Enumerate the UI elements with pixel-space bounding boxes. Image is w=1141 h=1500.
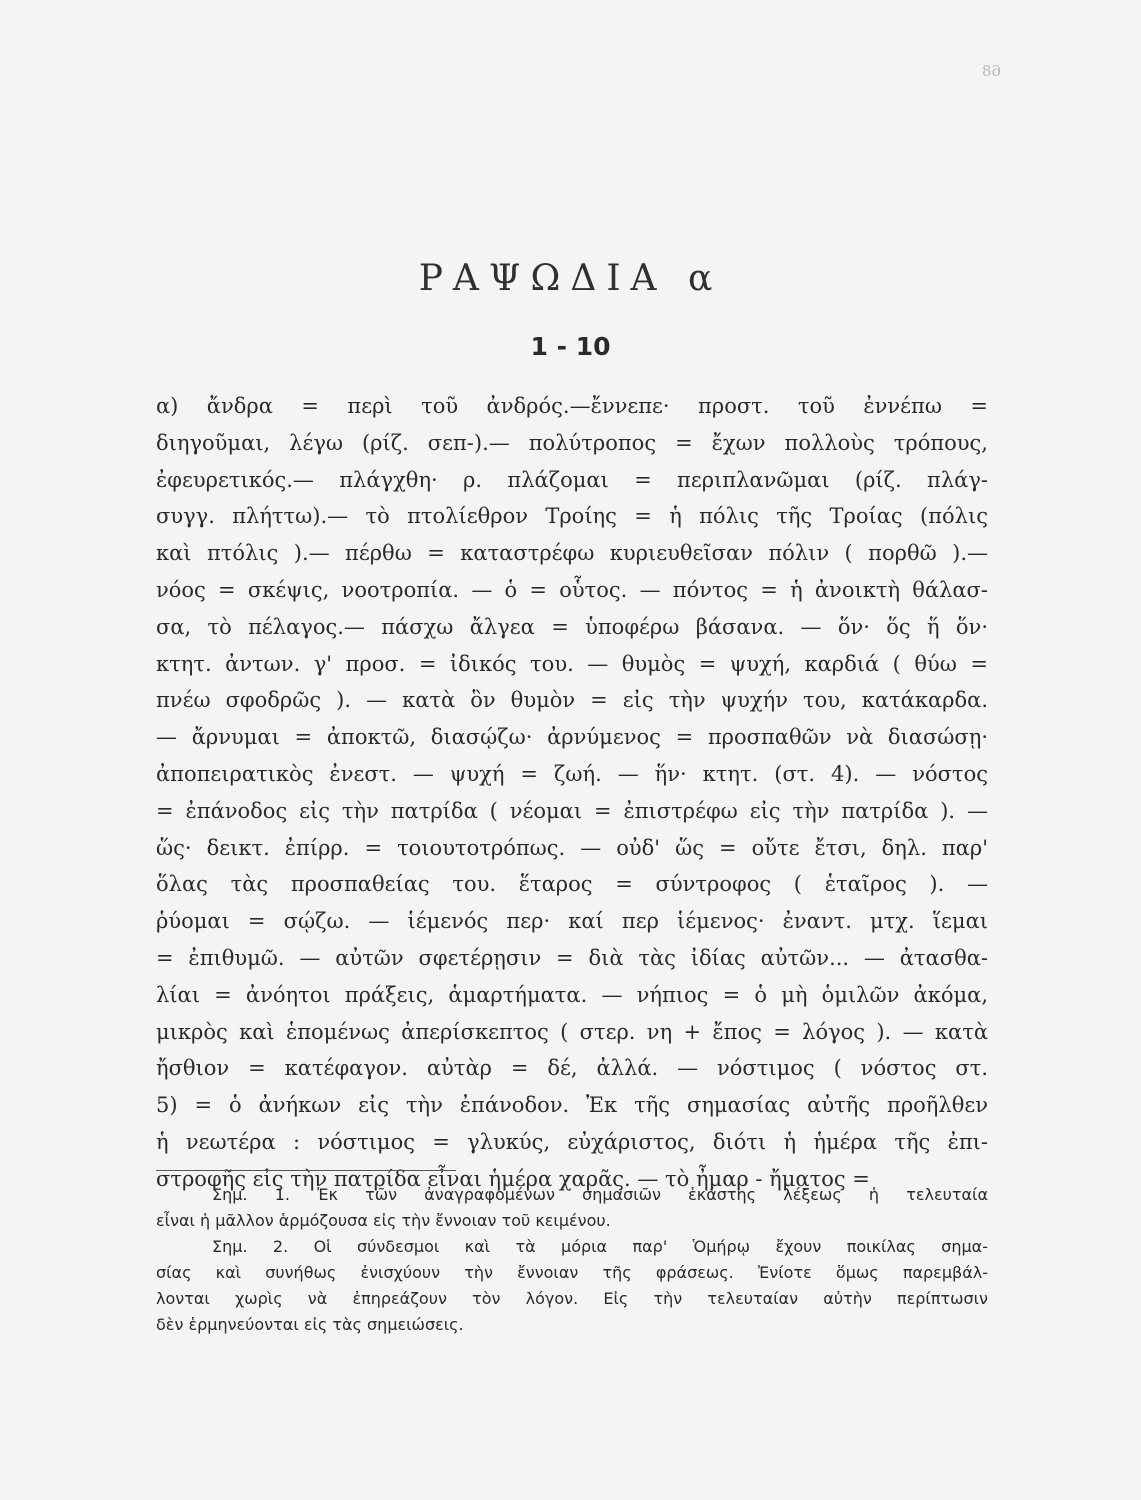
text-line: λίαι = ἀνόητοι πράξεις, ἁμαρτήματα. — νήπιος = ὁ μὴ ὁμιλῶν ἀκόμα, [156,982,988,1007]
footnote-line: Σημ. 2. Οἱ σύνδεσμοι καὶ τὰ μόρια παρ' Ὁμήρῳ ἔχουν ποικίλας σημα- [212,1237,988,1256]
page-number: 68 [981,62,1001,80]
text-line: σα, τὸ πέλαγος.— πάσχω ἄλγεα = ὑποφέρω βάσανα. — ὅν· ὅς ἥ ὅν· [156,614,988,639]
text-line: 5) = ὁ ἀνήκων εἰς τὴν ἐπάνοδον. Ἐκ τῆς σημασίας αὐτῆς προῆλθεν [156,1093,988,1118]
footnotes [156,1182,988,1338]
footnote-line: εἶναι ἡ μᾶλλον ἁρμόζουσα εἰς τὴν ἔννοιαν τοῦ κειμένου. [156,1211,611,1230]
footnote-2 [156,1234,988,1338]
text-line: ῥύομαι = σῴζω. — ἱέμενός περ· καί περ ἱέμενος· ἐναντ. μτχ. ἵεμαι [156,909,988,934]
text-line: ἡ νεωτέρα : νόστιμος = γλυκύς, εὐχάριστος, διότι ἡ ἡμέρα τῆς ἐπι- [156,1129,988,1154]
footnote-1 [156,1182,988,1234]
text-line: κτητ. ἀντων. γ' προσ. = ἰδικός του. — θυμὸς = ψυχή, καρδιά ( θύω = [156,651,988,676]
text-line: ἤσθιον = κατέφαγον. αὐτὰρ = δέ, ἀλλά. — νόστιμος ( νόστος στ. [156,1056,988,1081]
text-line: στροφῆς εἰς τὴν πατρίδα εἶναι ἡμέρα χαρᾶς. — τὸ ἦμαρ - ἤματος = [156,1166,870,1191]
text-line: α) ἄνδρα = περὶ τοῦ ἀνδρός.—ἔννεπε· προστ. τοῦ ἐννέπω = [156,394,988,418]
text-line: καὶ πτόλις ).— πέρθω = καταστρέφω κυριευθεῖσαν πόλιν ( πορθῶ ).— [156,541,988,566]
text-line: μικρὸς καὶ ἑπομένως ἀπερίσκεπτος ( στερ. νη + ἔπος = λόγος ). — κατὰ [156,1019,988,1044]
text-line: νόος = σκέψις, νοοτροπία. — ὁ = οὗτος. — πόντος = ἡ ἀνοικτὴ θάλασ- [156,577,988,602]
footnote-line: σίας καὶ συνήθως ἐνισχύουν τὴν ἔννοιαν τῆς φράσεως. Ἐνίοτε ὅμως παρεμβάλ- [156,1263,988,1282]
text-line: διηγοῦμαι, λέγω (ρίζ. σεπ-).— πολύτροπος = ἔχων πολλοὺς τρόπους, [156,430,988,455]
text-line: πνέω σφοδρῶς ). — κατὰ ὃν θυμὸν = εἰς τὴν ψυχήν του, κατάκαρδα. [156,688,988,713]
footnote-line: δὲν ἑρμηνεύονται εἰς τὰς σημειώσεις. [156,1315,464,1334]
text-line: ὅλας τὰς προσπαθείας του. ἕταρος = σύντροφος ( ἑταῖρος ). — [156,872,988,897]
commentary-text [156,388,988,1198]
footnote-line: Σημ. 1. Ἐκ τῶν ἀναγραφομένων σημασιῶν ἑκάστης λέξεως ἡ τελευταία [212,1185,988,1204]
text-line: — ἄρνυμαι = ἀποκτῶ, διασῴζω· ἀρνύμενος = προσπαθῶν νὰ διασώσῃ· [156,725,988,750]
footnote-line: λονται χωρὶς νὰ ἐπηρεάζουν τὸν λόγον. Εἰς τὴν τελευταίαν αὐτὴν περίπτωσιν [156,1289,988,1308]
page-title: ΡΑΨΩΔΙΑ α [418,258,723,299]
text-line: ἀποπειρατικὸς ἐνεστ. — ψυχή = ζωή. — ἥν· κτητ. (στ. 4). — νόστος [156,761,988,786]
text-line: ἐφευρετικός.— πλάγχθη· ρ. πλάζομαι = περιπλανῶμαι (ρίζ. πλάγ- [156,467,988,492]
text-line: ὥς· δεικτ. ἐπίρρ. = τοιουτοτρόπως. — οὐδ' ὥς = οὔτε ἔτσι, δηλ. παρ' [156,835,988,860]
text-line: = ἐπάνοδος εἰς τὴν πατρίδα ( νέομαι = ἐπιστρέφω εἰς τὴν πατρίδα ). — [156,798,988,823]
footnote-divider [156,1170,456,1171]
text-line: συγγ. πλήττω).— τὸ πτολίεθρον Τροίης = ἡ πόλις τῆς Τροίας (πόλις [156,504,988,529]
verse-range: 1 - 10 [530,332,611,361]
text-line: = ἐπιθυμῶ. — αὐτῶν σφετέρῃσιν = διὰ τὰς ἰδίας αὐτῶν... — ἀτασθα- [156,945,988,970]
